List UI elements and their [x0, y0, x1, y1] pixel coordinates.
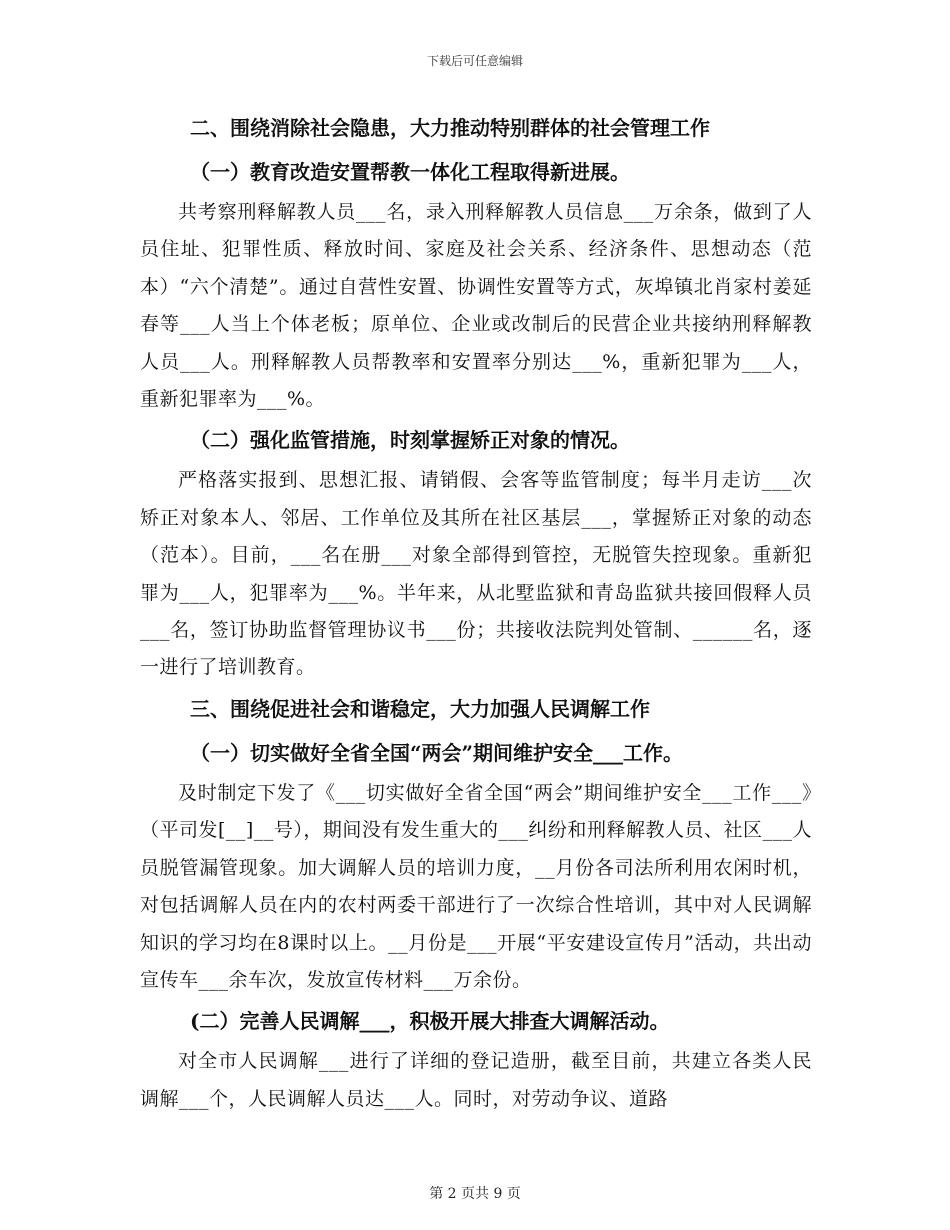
subsection-heading: （一）教育改造安置帮教一体化工程取得新进展。 — [190, 160, 630, 184]
section-heading: 二、围绕消除社会隐患，大力推动特别群体的社会管理工作 — [190, 116, 710, 140]
page-footer: 第 2 页共 9 页 — [429, 1186, 521, 1202]
section-heading: 三、围绕促进社会和谐稳定，大力加强人民调解工作 — [190, 696, 650, 721]
subsection-heading: (二）完善人民调解___，积极开展大排查大调解活动。 — [190, 1009, 670, 1034]
subsection-heading: （一）切实做好全省全国“两会”期间维护安全___工作。 — [190, 740, 684, 765]
document-body — [140, 106, 812, 1118]
subsection-heading: （二）强化监管措施，时刻掌握矫正对象的情况。 — [190, 428, 630, 453]
paragraph: 对全市人民调解___进行了详细的登记造册，截至目前，共建立各类人民调解___个，人民调解人员达___人。同时，对劳动争议、道路 — [140, 1050, 812, 1110]
page-header: 下载后可任意编辑 — [426, 54, 523, 68]
paragraph: 严格落实报到、思想汇报、请销假、会客等监管制度；每半月走访___次矫正对象本人、邻居、工作单位及其所在社区基层___，掌握矫正对象的动态（范本）。目前，___名在册___对象全部得到管控，无脱管失控现象。重新犯罪为___人，犯罪率为___%。半年来，从北墅监狱和青岛监狱共接回假释人员___名，签订协助监督管理协议书___份；共接收法院判处管制、______名，逐一进行了培训教育。 — [140, 469, 812, 679]
paragraph: 共考察刑释解教人员___名，录入刑释解教人员信息___万余条，做到了人员住址、犯罪性质、释放时间、家庭及社会关系、经济条件、思想动态（范本）“六个清楚”。通过自营性安置、协调性安置等方式，灰埠镇北肖家村姜延春等___人当上个体老板；原单位、企业或改制后的民营企业共接纳刑释解教人员___人。刑释解教人员帮教率和安置率分别达___%，重新犯罪为___人，重新犯罪率为___%。 — [140, 201, 812, 411]
paragraph: 及时制定下发了《___切实做好全省全国“两会”期间维护安全___工作___》（平司发[__]__号），期间没有发生重大的___纠纷和刑释解教人员、社区___人员脱管漏管现象。加大调解人员的培训力度，__月份各司法所利用农闲时机，对包括调解人员在内的农村两委干部进行了一次综合性培训，其中对人民调解知识的学习均在8课时以上。__月份是___开展“平安建设宣传月”活动，共出动宣传车___余车次，发放宣传材料___万余份。 — [140, 781, 812, 991]
